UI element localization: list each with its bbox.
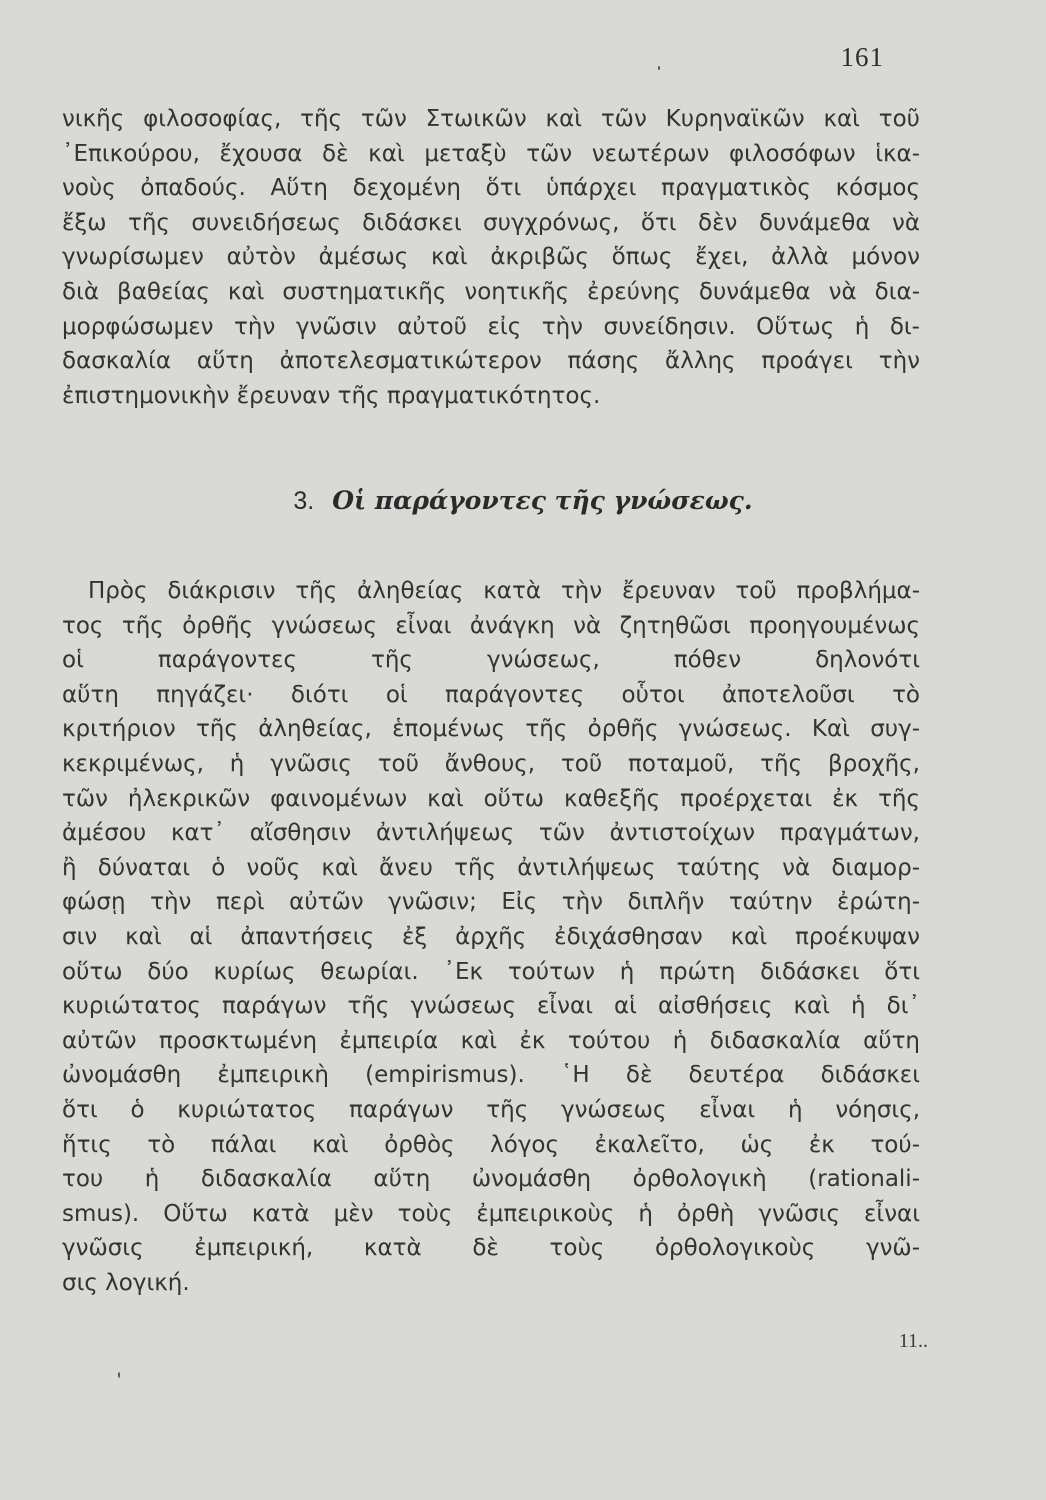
text-line: κεκριμένως, ἡ γνῶσις τοῦ ἄνθους, τοῦ ποταμοῦ, τῆς βροχῆς, [62,750,920,777]
text-line: δασκαλία αὕτη ἀποτελεσματικώτερον πάσης ἄλλης προάγει τὴν [62,348,920,375]
text-line: smus). Οὕτω κατὰ μὲν τοὺς ἐμπειρικοὺς ἡ ὀρθὴ γνῶσις εἶναι [62,1200,920,1227]
text-line: αὐτῶν προσκτωμένη ἐμπειρία καὶ ἐκ τούτου ἡ διδασκαλία αὕτη [62,1027,920,1054]
text-line: αὕτη πηγάζει· διότι οἱ παράγοντες οὗτοι ἀποτελοῦσι τὸ [62,681,920,708]
section-title: Οἱ παράγοντες τῆς γνώσεως. [332,486,753,515]
text-line: ἔξω τῆς συνειδήσεως διδάσκει συγχρόνως, ὅτι δὲν δυνάμεθα νὰ [62,209,920,236]
text-line: Πρὸς διάκρισιν τῆς ἀληθείας κατὰ τὴν ἔρευναν τοῦ προβλήμα- [88,578,920,604]
text-line: ἐπιστημονικὴν ἔρευναν τῆς πραγματικότητος. [62,382,601,409]
paragraph-1 [62,102,920,413]
text-line: ᾿Επικούρου, ἔχουσα δὲ καὶ μεταξὺ τῶν νεωτέρων φιλοσόφων ἱκα- [62,140,920,167]
text-line: τῶν ἠλεκρικῶν φαινομένων καὶ οὕτω καθεξῆς προέρχεται ἐκ τῆς [62,785,920,812]
text-line: νοὺς ὀπαδούς. Αὕτη δεχομένη ὅτι ὑπάρχει πραγματικὸς κόσμος [62,175,920,202]
text-line: φώσῃ τὴν περὶ αὐτῶν γνῶσιν; Εἰς τὴν διπλῆν ταύτην ἐρώτη- [62,889,920,916]
text-line: ἢ δύναται ὁ νοῦς καὶ ἄνευ τῆς ἀντιλήψεως ταύτης νὰ διαμορ- [62,854,920,881]
text-line: μορφώσωμεν τὴν γνῶσιν αὐτοῦ εἰς τὴν συνείδησιν. Οὕτως ἡ δι- [62,313,920,340]
text-line: τος τῆς ὀρθῆς γνώσεως εἶναι ἀνάγκη νὰ ζητηθῶσι προηγουμένως [62,612,920,639]
text-line: σιν καὶ αἱ ἀπαντήσεις ἐξ ἀρχῆς ἐδιχάσθησαν καὶ προέκυψαν [62,923,920,950]
text-line: κυριώτατος παράγων τῆς γνώσεως εἶναι αἱ αἰσθήσεις καὶ ἡ δι᾿ [62,993,920,1020]
page-number: 161 [840,42,884,72]
text-line: γνωρίσωμεν αὐτὸν ἀμέσως καὶ ἀκριβῶς ὅπως ἔχει, ἀλλὰ μόνον [62,244,920,271]
text-line: ἀμέσου κατ᾿ αἴσθησιν ἀντιλήψεως τῶν ἀντιστοίχων πραγμάτων, [62,820,920,847]
text-line: διὰ βαθείας καὶ συστηματικῆς νοητικῆς ἐρεύνης δυνάμεθα νὰ δια- [62,278,920,305]
text-line: κριτήριον τῆς ἀληθείας, ἑπομένως τῆς ὀρθῆς γνώσεως. Καὶ συγ- [62,716,920,743]
section-number: 3. [293,487,315,515]
text-line: νικῆς φιλοσοφίας, τῆς τῶν Στωικῶν καὶ τῶν Κυρηναϊκῶν καὶ τοῦ [62,106,920,132]
text-line: ἥτις τὸ πάλαι καὶ ὀρθὸς λόγος ἐκαλεῖτο, ὡς ἐκ τού- [62,1131,920,1158]
paragraph-2 [62,574,920,1300]
signature-mark: 11.. [898,1330,928,1352]
text-line: ὠνομάσθη ἐμπειρικὴ (empirismus). ῾Η δὲ δευτέρα διδάσκει [62,1062,920,1089]
paper-speck [658,66,660,70]
section-heading [0,486,1046,516]
paper-speck [118,1372,120,1378]
text-line: σις λογική. [62,1269,190,1296]
text-line: γνῶσις ἐμπειρική, κατὰ δὲ τοὺς ὀρθολογικοὺς γνῶ- [62,1235,920,1262]
text-line: ὅτι ὁ κυριώτατος παράγων τῆς γνώσεως εἶναι ἡ νόησις, [62,1096,920,1123]
text-line: οὕτω δύο κυρίως θεωρίαι. ᾿Εκ τούτων ἡ πρώτη διδάσκει ὅτι [62,958,920,985]
text-line: οἱ παράγοντες τῆς γνώσεως, πόθεν δηλονότι [62,647,920,674]
text-line: του ἡ διδασκαλία αὕτη ὠνομάσθη ὀρθολογικὴ (rationali- [62,1166,920,1193]
